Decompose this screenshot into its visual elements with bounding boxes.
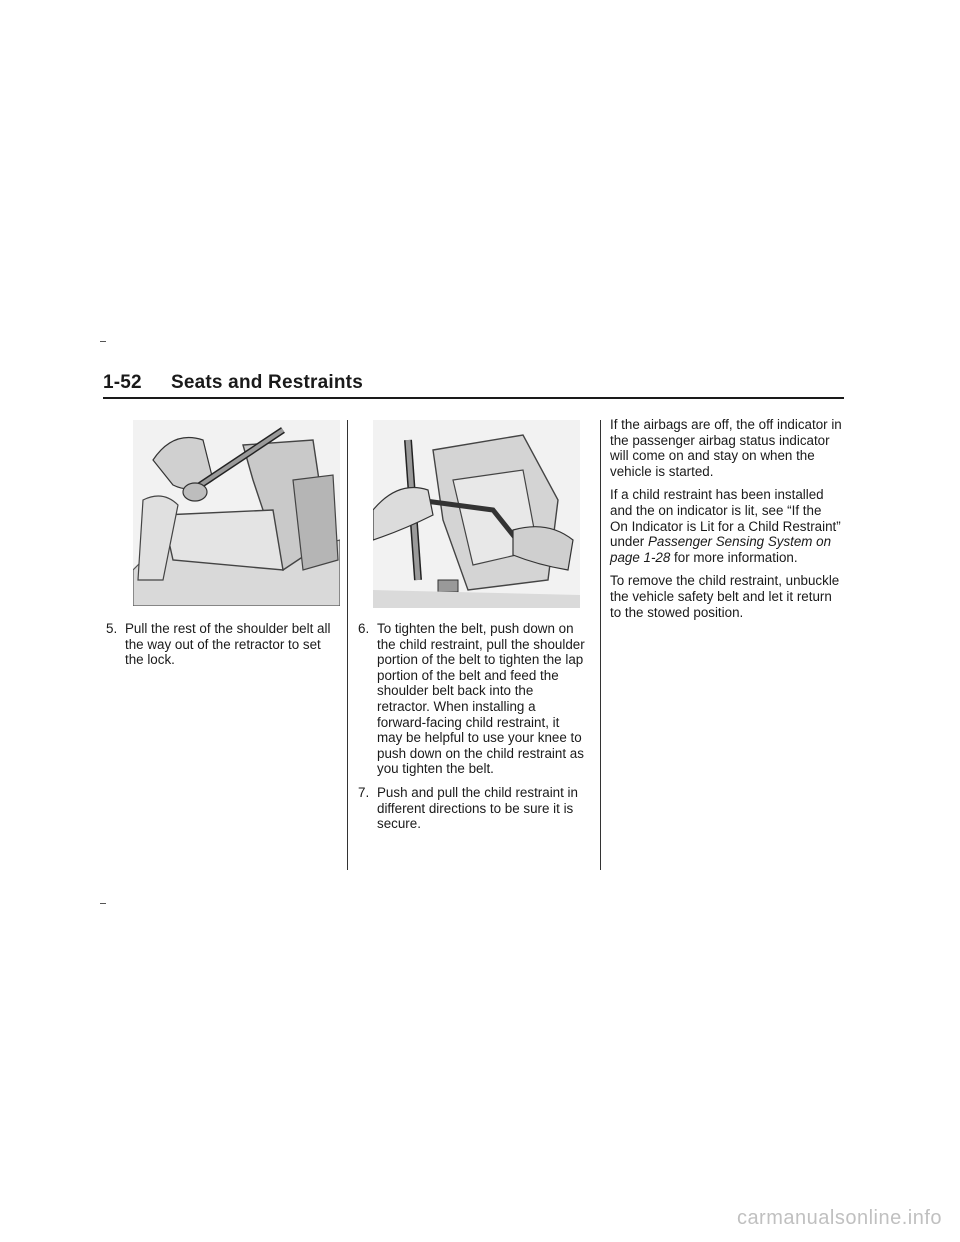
step-5 <box>106 621 336 668</box>
watermark: carmanualsonline.info <box>736 1207 942 1229</box>
indicator-lit-paragraph <box>610 487 842 565</box>
column-divider-1 <box>347 420 348 870</box>
header-rule <box>103 397 844 399</box>
step-7 <box>358 785 588 832</box>
page-number: 1-52 <box>103 372 142 393</box>
step-6 <box>358 621 588 777</box>
indicator-lit-text-after: for more information. <box>670 549 798 565</box>
step-7-text: Push and pull the child restraint in different directions to be sure it is secure. <box>377 784 578 832</box>
page-header <box>103 372 843 394</box>
step-5-text: Pull the rest of the shoulder belt all the way out of the retractor to set the lock. <box>125 621 331 668</box>
column-1-text <box>106 621 336 676</box>
child-seat-shoulder-belt-icon <box>133 420 340 606</box>
step-6-text: To tighten the belt, push down on the child restraint, pull the shoulder portion of the belt to tighten the lap portion of the belt and feed the shoulder belt back into the retractor. When installing a forward-facing child restraint, it may be helpful to use your knee to push down on the child restraint as you tighten the belt. <box>377 621 585 777</box>
tighten-belt-icon <box>373 420 580 608</box>
column-divider-2 <box>600 420 601 870</box>
passenger-sensing-link[interactable]: Passenger Sensing System on page 1-28 <box>610 534 832 565</box>
section-title: Seats and Restraints <box>171 372 363 393</box>
step-7-number: 7. <box>358 784 370 800</box>
column-2-text <box>358 621 588 840</box>
indicator-lit-text-before: If a child restraint has been installed and the on indicator is lit, see “If the On Indicator is Lit for a Child Restraint” under <box>610 487 841 550</box>
crop-mark-bottom <box>100 903 106 904</box>
airbag-off-paragraph: If the airbags are off, the off indicator in the passenger airbag status indicator will come on and stay on when the vehicle is started. <box>610 417 842 479</box>
crop-mark-top <box>100 341 106 342</box>
tighten-belt-illustration <box>373 420 580 608</box>
child-seat-shoulder-belt-illustration <box>133 420 340 606</box>
step-5-number: 5. <box>106 621 118 636</box>
step-6-number: 6. <box>358 621 370 636</box>
remove-restraint-paragraph: To remove the child restraint, unbuckle the vehicle safety belt and let it return to the stowed position. <box>610 573 840 620</box>
column-3-text <box>610 417 842 628</box>
